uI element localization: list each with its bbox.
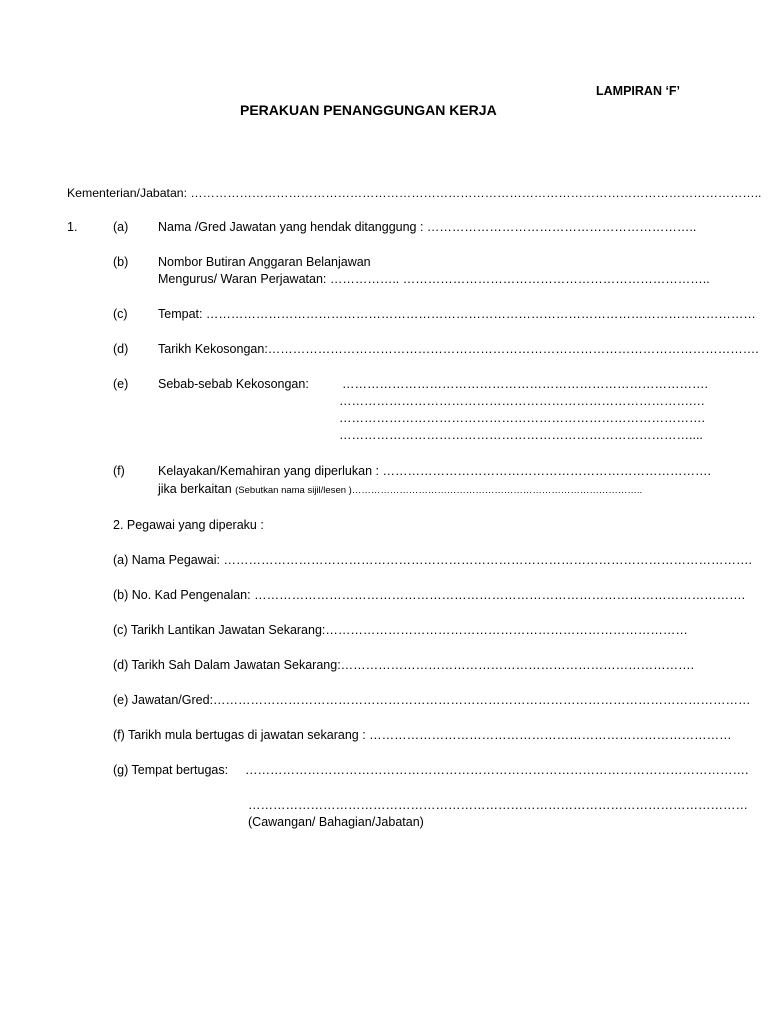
item-1e-letter: (e) <box>113 377 129 391</box>
pegawai-tarikh-mula-field: (f) Tarikh mula bertugas di jawatan sekarang : …………………………………………………………………………… <box>113 728 732 742</box>
pegawai-nama-field: (a) Nama Pegawai: ………………………………………………………………………………………………………………. <box>113 553 752 567</box>
item-1f-line2-note: (Sebutkan nama sijil/lesen )……………………………………………………………………………….. <box>235 485 643 496</box>
item-1f-text: Kelayakan/Kemahiran yang diperlukan : ……………………………………………………………………. <box>158 464 711 478</box>
section-1-number: 1. <box>67 220 78 234</box>
item-1e-label: Sebab-sebab Kekosongan: <box>158 377 309 391</box>
pegawai-kad-pengenalan-field: (b) No. Kad Pengenalan: ………………………………………………………………………………………………………. <box>113 588 746 602</box>
pegawai-jawatan-gred-field: (e) Jawatan/Gred:………………………………………………………………………………………………………………… <box>113 693 751 707</box>
item-1f-letter: (f) <box>113 464 125 478</box>
item-1a-text: Nama /Gred Jawatan yang hendak ditanggung : ……………………………………………………….. <box>158 220 697 234</box>
pegawai-tempat-label: (g) Tempat bertugas: <box>113 763 229 777</box>
pegawai-tempat-dots-1: …………………………………………………………………………………………………………. <box>245 763 749 777</box>
item-1b-letter: (b) <box>113 255 129 269</box>
item-1b-text-line1: Nombor Butiran Anggaran Belanjawan <box>158 255 371 269</box>
item-1e-dots-3: ……………………………………………………………………………. <box>339 411 705 425</box>
item-1d-text: Tarikh Kekosongan:………………………………………………………………………………………………………. <box>158 342 759 356</box>
pegawai-tarikh-sah-field: (d) Tarikh Sah Dalam Jawatan Sekarang:…………………………………………………………………………. <box>113 658 695 672</box>
item-1a-letter: (a) <box>113 220 129 234</box>
item-1f-line2 <box>158 481 642 499</box>
item-1e-dots-2: ………………………………………………………………………….… <box>339 394 705 408</box>
pegawai-tempat-dots-2: ………………………………………………………………………………………………………… <box>248 798 748 812</box>
kementerian-field: Kementerian/Jabatan: ………………………………………………………………………………………………………………………….. <box>67 186 762 200</box>
section-2-heading: 2. Pegawai yang diperaku : <box>113 518 264 532</box>
item-1b-text-line2: Mengurus/ Waran Perjawatan: …………….. ……………………………………………………………….. <box>158 272 710 286</box>
page-title: PERAKUAN PENANGGUNGAN KERJA <box>240 102 497 118</box>
item-1d-letter: (d) <box>113 342 129 356</box>
item-1c-text: Tempat: …………………………………………………………………………………………………………………… <box>158 307 756 321</box>
item-1e-dots-1: ……………………………………………………………………………. <box>342 377 708 391</box>
item-1f-line2-main: jika berkaitan <box>158 482 236 496</box>
item-1c-letter: (c) <box>113 307 128 321</box>
lampiran-label: LAMPIRAN ‘F’ <box>596 84 681 98</box>
pegawai-tarikh-lantikan-field: (c) Tarikh Lantikan Jawatan Sekarang:…………………………………………………………………………… <box>113 623 688 637</box>
item-1e-dots-4: ………………………………………………………………………….... <box>339 428 703 442</box>
pegawai-tempat-note: (Cawangan/ Bahagian/Jabatan) <box>248 815 424 829</box>
